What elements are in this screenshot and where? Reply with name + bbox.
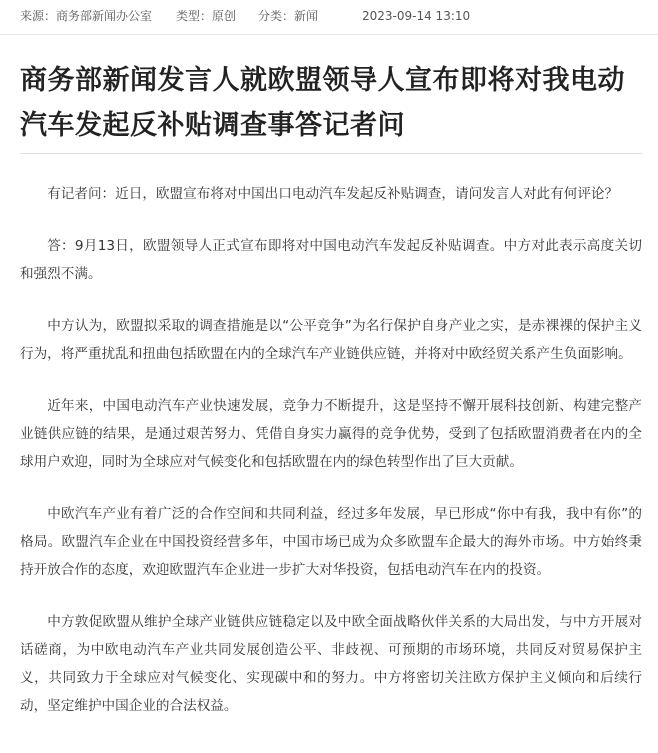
paragraph-question: 有记者问：近日，欧盟宣布将对中国出口电动汽车发起反补贴调查，请问发言人对此有何评论？: [47, 186, 619, 202]
article-title: [20, 58, 645, 148]
article-body: [20, 180, 642, 744]
article-title-line-1: 商务部新闻发言人就欧盟领导人宣布即将对我电动: [20, 65, 625, 96]
publish-date: 2023-09-14 13:10: [362, 9, 471, 23]
paragraph-cooperation: 中欧汽车产业有着广泛的合作空间和共同利益，经过多年发展，早已形成“你中有我，我中有你”的格局。欧盟汽车企业在中国投资经营多年，中国市场已成为众多欧盟车企最大的海外市场。中方始终秉持开放合作的态度，欢迎欧盟汽车企业进一步扩大对华投资，包括电动汽车在内的投资。: [20, 506, 642, 578]
title-divider: [20, 153, 642, 154]
paragraph-urge: 中方敦促欧盟从维护全球产业链供应链稳定以及中欧全面战略伙伴关系的大局出发，与中方开展对话磋商，为中欧电动汽车产业共同发展创造公平、非歧视、可预期的市场环境，共同反对贸易保护主义，共同致力于全球应对气候变化、实现碳中和的努力。中方将密切关注欧方保护主义倾向和后续行动，坚定维护中国企业的合法权益。: [20, 614, 642, 714]
source-label: 来源：商务部新闻办公室: [20, 9, 153, 23]
category-label: 分类：新闻: [258, 9, 319, 23]
paragraph-industry: 近年来，中国电动汽车产业快速发展，竞争力不断提升，这是坚持不懈开展科技创新、构建完整产业链供应链的结果，是通过艰苦努力、凭借自身实力赢得的竞争优势，受到了包括欧盟消费者在内的全球用户欢迎，同时为全球应对气候变化和包括欧盟在内的绿色转型作出了巨大贡献。: [20, 398, 642, 470]
paragraph-position: 中方认为，欧盟拟采取的调查措施是以“公平竞争”为名行保护自身产业之实，是赤裸裸的保护主义行为，将严重扰乱和扭曲包括欧盟在内的全球汽车产业链供应链，并将对中欧经贸关系产生负面影响。: [20, 318, 642, 362]
paragraph-answer: 答：9月13日，欧盟领导人正式宣布即将对中国电动汽车发起反补贴调查。中方对此表示高度关切和强烈不满。: [20, 238, 642, 282]
article-title-line-2: 汽车发起反补贴调查事答记者问: [20, 110, 405, 141]
article-meta-bar: [0, 0, 658, 35]
type-label: 类型：原创: [176, 9, 237, 23]
